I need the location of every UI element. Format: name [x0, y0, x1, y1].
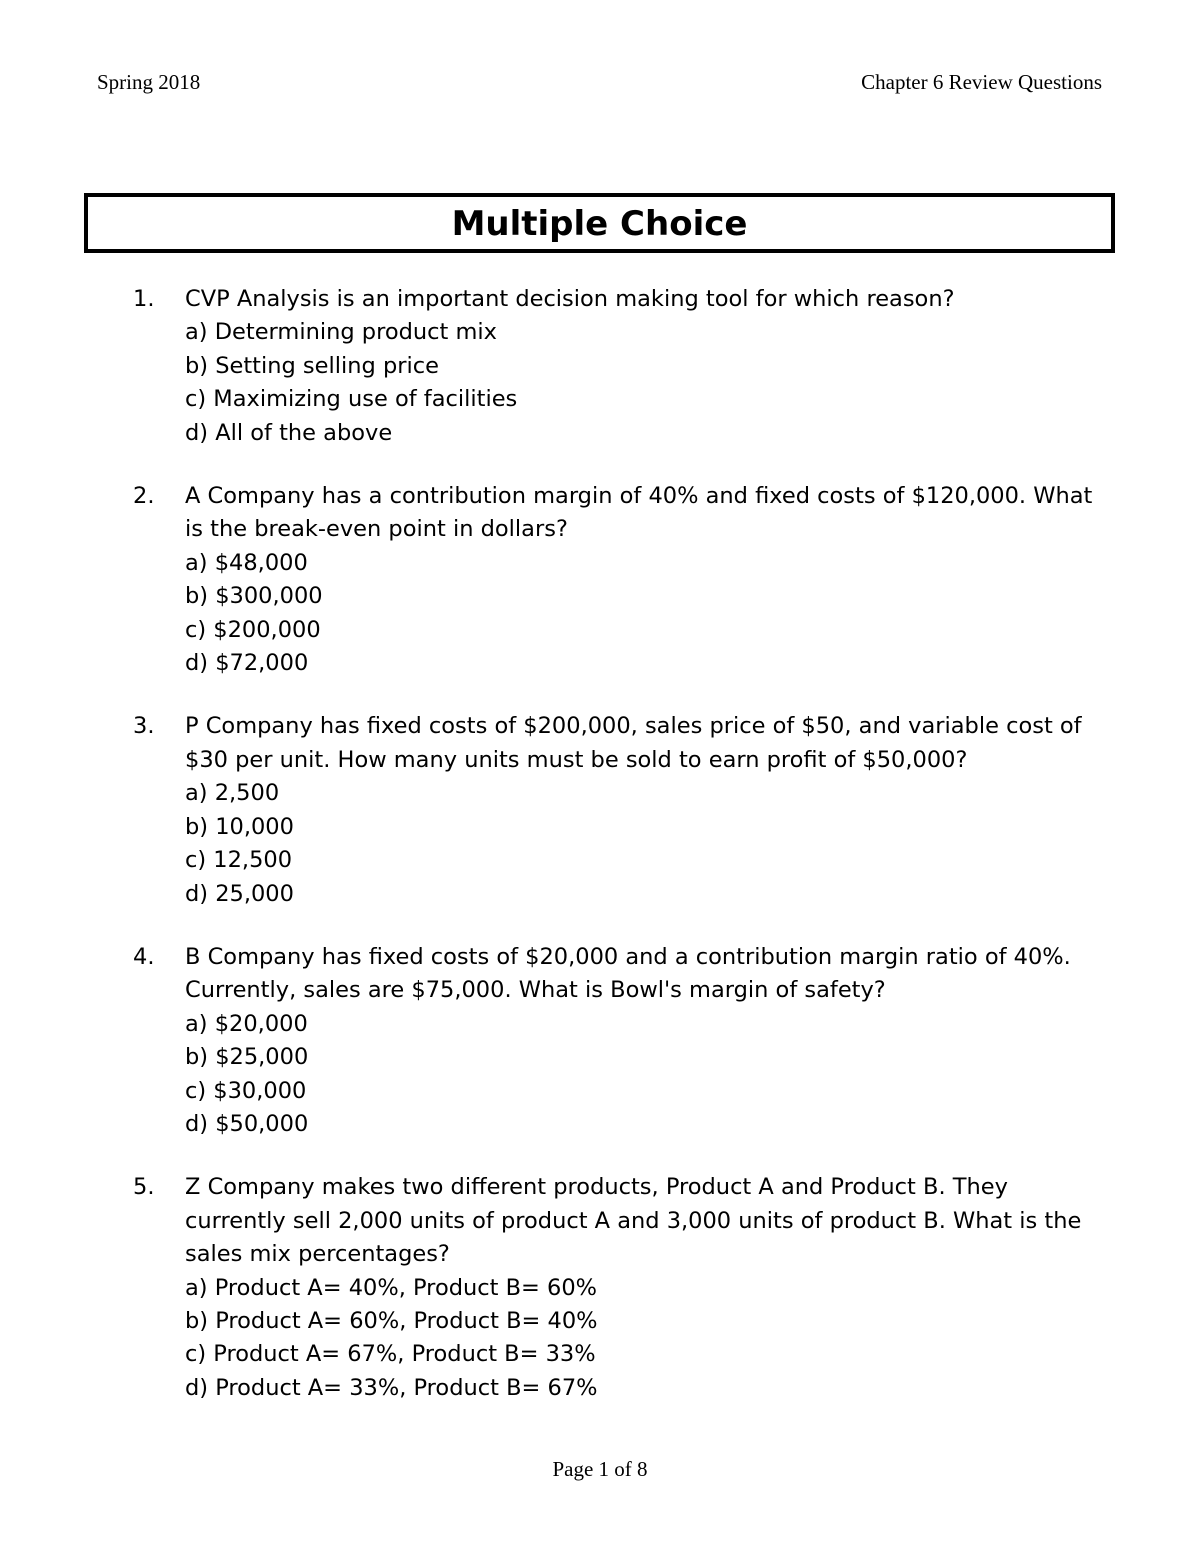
header-right: Chapter 6 Review Questions — [861, 70, 1102, 94]
answer-option-a: a) $20,000 — [185, 1010, 308, 1037]
section-title-box — [84, 193, 1115, 253]
question-text: B Company has fixed costs of $20,000 and a contribution margin ratio of 40%. Currently, sales are $75,000. What is Bowl's margin of safety? — [185, 943, 1071, 1004]
answer-option-d: d) $50,000 — [185, 1110, 309, 1137]
answer-option-a: a) Product A= 40%, Product B= 60% — [185, 1274, 598, 1301]
answer-option-b: b) $300,000 — [185, 583, 323, 610]
answer-option-b: b) Product A= 60%, Product B= 40% — [185, 1307, 598, 1334]
answer-option-a: a) Determining product mix — [185, 319, 497, 346]
question-2 — [133, 480, 1093, 680]
question-text: CVP Analysis is an important decision making tool for which reason? — [185, 286, 955, 312]
answer-option-b: b) Setting selling price — [185, 352, 439, 379]
answer-option-b: b) $25,000 — [185, 1044, 309, 1071]
answer-option-a: a) 2,500 — [185, 780, 280, 807]
answer-option-d: d) $72,000 — [185, 650, 309, 677]
answer-option-c: c) Maximizing use of facilities — [185, 386, 518, 413]
answer-option-a: a) $48,000 — [185, 549, 308, 576]
answer-option-d: d) All of the above — [185, 419, 393, 446]
section-title: Multiple Choice — [451, 204, 748, 244]
question-1 — [133, 283, 1093, 450]
question-text: Z Company makes two different products, Product A and Product B. They currently sell 2,000 units of product A and 3,000 units of product B. What is the sales mix percentages? — [185, 1174, 1082, 1268]
answer-option-d: d) Product A= 33%, Product B= 67% — [185, 1374, 598, 1401]
header-left: Spring 2018 — [97, 70, 201, 94]
answer-option-b: b) 10,000 — [185, 813, 294, 840]
question-number: 1. — [133, 286, 155, 312]
question-4 — [133, 941, 1093, 1141]
question-text: A Company has a contribution margin of 40% and fixed costs of $120,000. What is the break-even point in dollars? — [185, 483, 1093, 543]
question-number: 3. — [133, 713, 155, 740]
question-text: P Company has fixed costs of $200,000, sales price of $50, and variable cost of $30 per unit. How many units must be sold to earn profit of $50,000? — [185, 713, 1082, 773]
question-number: 2. — [133, 483, 155, 510]
question-5 — [133, 1171, 1093, 1405]
answer-option-c: c) $200,000 — [185, 616, 321, 643]
answer-option-c: c) 12,500 — [185, 847, 293, 874]
question-number: 4. — [133, 943, 155, 970]
answer-option-c: c) Product A= 67%, Product B= 33% — [185, 1341, 596, 1368]
question-number: 5. — [133, 1174, 155, 1201]
page-number: Page 1 of 8 — [552, 1457, 648, 1481]
answer-option-d: d) 25,000 — [185, 880, 294, 907]
question-list — [133, 283, 1093, 1435]
question-3 — [133, 710, 1093, 910]
answer-option-c: c) $30,000 — [185, 1077, 307, 1104]
